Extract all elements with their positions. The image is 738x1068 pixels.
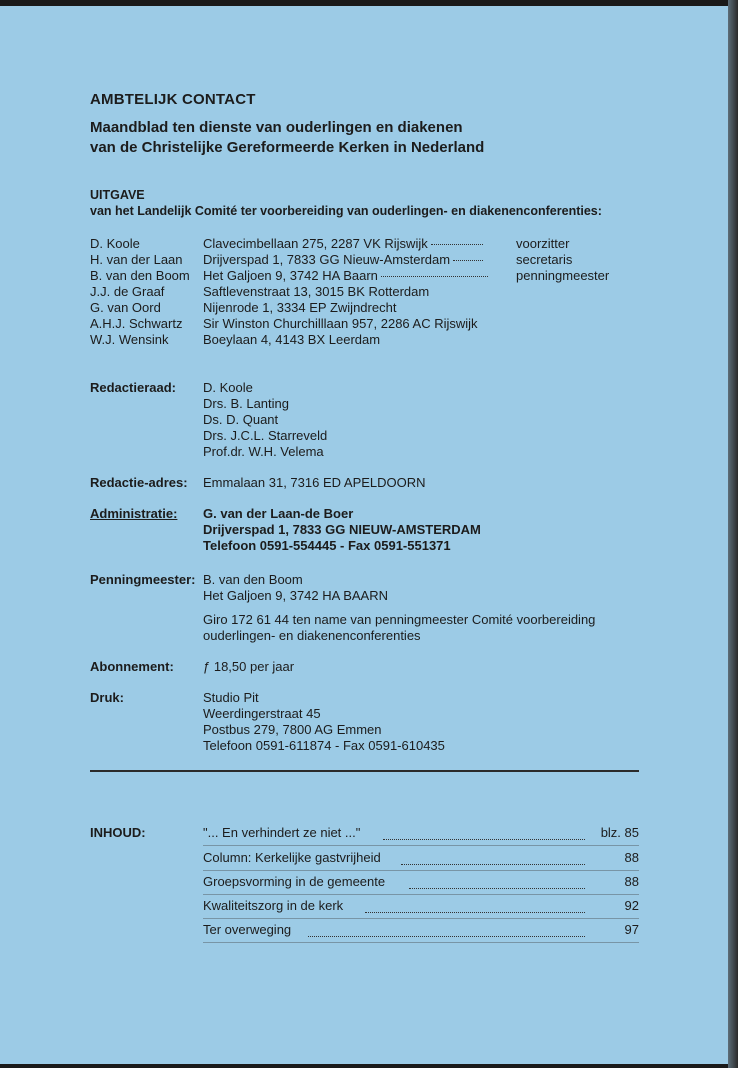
administratie-label: Administratie:	[90, 506, 178, 521]
uitgave-description: van het Landelijk Comité ter voorbereiding van ouderlingen- en diakenenconferenties:	[90, 204, 602, 218]
member-name: A.H.J. Schwartz	[90, 316, 183, 331]
dot-leader	[431, 244, 483, 245]
member-address: Nijenrode 1, 3334 EP Zwijndrecht	[203, 300, 397, 315]
redactieraad-member: Prof.dr. W.H. Velema	[203, 444, 324, 459]
toc-item	[203, 898, 639, 916]
toc-item-title: Groepsvorming in de gemeente	[203, 874, 386, 889]
toc-rule	[203, 870, 639, 871]
committee-list	[90, 236, 488, 348]
penningmeester-address: Het Galjoen 9, 3742 HA BAARN	[203, 588, 388, 603]
member-address: Sir Winston Churchilllaan 957, 2286 AC Rijswijk	[203, 316, 478, 331]
member-address: Drijverspad 1, 7833 GG Nieuw-Amsterdam	[203, 252, 451, 267]
member-name: D. Koole	[90, 236, 140, 251]
druk-lines	[203, 690, 445, 754]
redactieraad-member: Ds. D. Quant	[203, 412, 279, 427]
magazine-title: AMBTELIJK CONTACT	[90, 91, 256, 108]
inhoud-label: INHOUD:	[90, 825, 146, 840]
member-role: secretaris	[516, 252, 573, 267]
committee-member	[90, 236, 488, 252]
toc-item-page: 88	[624, 850, 639, 865]
toc-item-page: 97	[624, 922, 639, 937]
redactieraad-member: Drs. B. Lanting	[203, 396, 289, 411]
committee-member	[90, 332, 488, 348]
committee-member	[90, 316, 488, 332]
member-name: G. van Oord	[90, 300, 161, 315]
member-address: Het Galjoen 9, 3742 HA Baarn	[203, 268, 378, 283]
dot-leader	[381, 276, 488, 277]
member-name: W.J. Wensink	[90, 332, 169, 347]
dot-leader	[383, 839, 585, 840]
dot-leader	[401, 864, 585, 865]
toc-item	[203, 850, 639, 868]
committee-member	[90, 252, 488, 268]
administratie-phone: Telefoon 0591-554445 - Fax 0591-551371	[203, 538, 451, 553]
druk-label: Druk:	[90, 690, 124, 705]
giro-line-2: ouderlingen- en diakenenconferenties	[203, 628, 421, 643]
committee-member	[90, 300, 488, 316]
toc-item-title: Kwaliteitszorg in de kerk	[203, 898, 344, 913]
penningmeester-name: B. van den Boom	[203, 572, 303, 587]
toc-item-page: 92	[624, 898, 639, 913]
subtitle-line-1: Maandblad ten dienste van ouderlingen en diakenen	[90, 119, 463, 136]
administratie-lines	[203, 506, 481, 554]
toc-item	[203, 825, 639, 843]
dot-leader	[453, 260, 483, 261]
member-name: B. van den Boom	[90, 268, 190, 283]
uitgave-heading: UITGAVE	[90, 188, 145, 202]
druk-line: Studio Pit	[203, 690, 259, 705]
toc-item-page: blz. 85	[600, 825, 639, 840]
member-address: Boeylaan 4, 4143 BX Leerdam	[203, 332, 381, 347]
redactie-adres-value: Emmalaan 31, 7316 ED APELDOORN	[203, 475, 426, 490]
toc-item-title: Ter overweging	[203, 922, 292, 937]
giro-line-1: Giro 172 61 44 ten name van penningmeester Comité voorbereiding	[203, 612, 596, 627]
toc-item	[203, 874, 639, 892]
druk-line: Postbus 279, 7800 AG Emmen	[203, 722, 382, 737]
member-address: Clavecimbellaan 275, 2287 VK Rijswijk	[203, 236, 428, 251]
druk-line: Weerdingerstraat 45	[203, 706, 321, 721]
section-divider	[90, 770, 639, 772]
abonnement-value: ƒ 18,50 per jaar	[203, 659, 295, 674]
member-address: Saftlevenstraat 13, 3015 BK Rotterdam	[203, 284, 430, 299]
toc-item-title: Column: Kerkelijke gastvrijheid	[203, 850, 381, 865]
subtitle-line-2: van de Christelijke Gereformeerde Kerken in Nederland	[90, 139, 485, 156]
redactieraad-member: Drs. J.C.L. Starreveld	[203, 428, 328, 443]
toc-item	[203, 922, 639, 940]
committee-member	[90, 268, 488, 284]
administratie-name: G. van der Laan-de Boer	[203, 506, 354, 521]
member-role: voorzitter	[516, 236, 570, 251]
committee-roles	[516, 236, 609, 284]
toc-rule	[203, 845, 639, 846]
member-name: H. van der Laan	[90, 252, 183, 267]
dot-leader	[409, 888, 585, 889]
redactie-adres-label: Redactie-adres:	[90, 475, 188, 490]
dot-leader	[365, 912, 585, 913]
redactieraad-label: Redactieraad:	[90, 380, 176, 395]
member-role: penningmeester	[516, 268, 610, 283]
toc-item-title: "... En verhindert ze niet ..."	[203, 825, 361, 840]
toc-item-page: 88	[624, 874, 639, 889]
penningmeester-label: Penningmeester:	[90, 572, 196, 587]
penningmeester-lines	[203, 572, 388, 604]
druk-line: Telefoon 0591-611874 - Fax 0591-610435	[203, 738, 445, 753]
redactieraad-members	[203, 380, 327, 460]
member-name: J.J. de Graaf	[90, 284, 165, 299]
abonnement-label: Abonnement:	[90, 659, 174, 674]
giro-block	[203, 612, 595, 644]
redactieraad-member: D. Koole	[203, 380, 253, 395]
toc-rule	[203, 894, 639, 895]
toc-rule	[203, 942, 639, 943]
page-edge	[728, 0, 738, 1068]
administratie-address: Drijverspad 1, 7833 GG NIEUW-AMSTERDAM	[203, 522, 481, 537]
dot-leader	[308, 936, 585, 937]
committee-member	[90, 284, 488, 300]
toc-rule	[203, 918, 639, 919]
